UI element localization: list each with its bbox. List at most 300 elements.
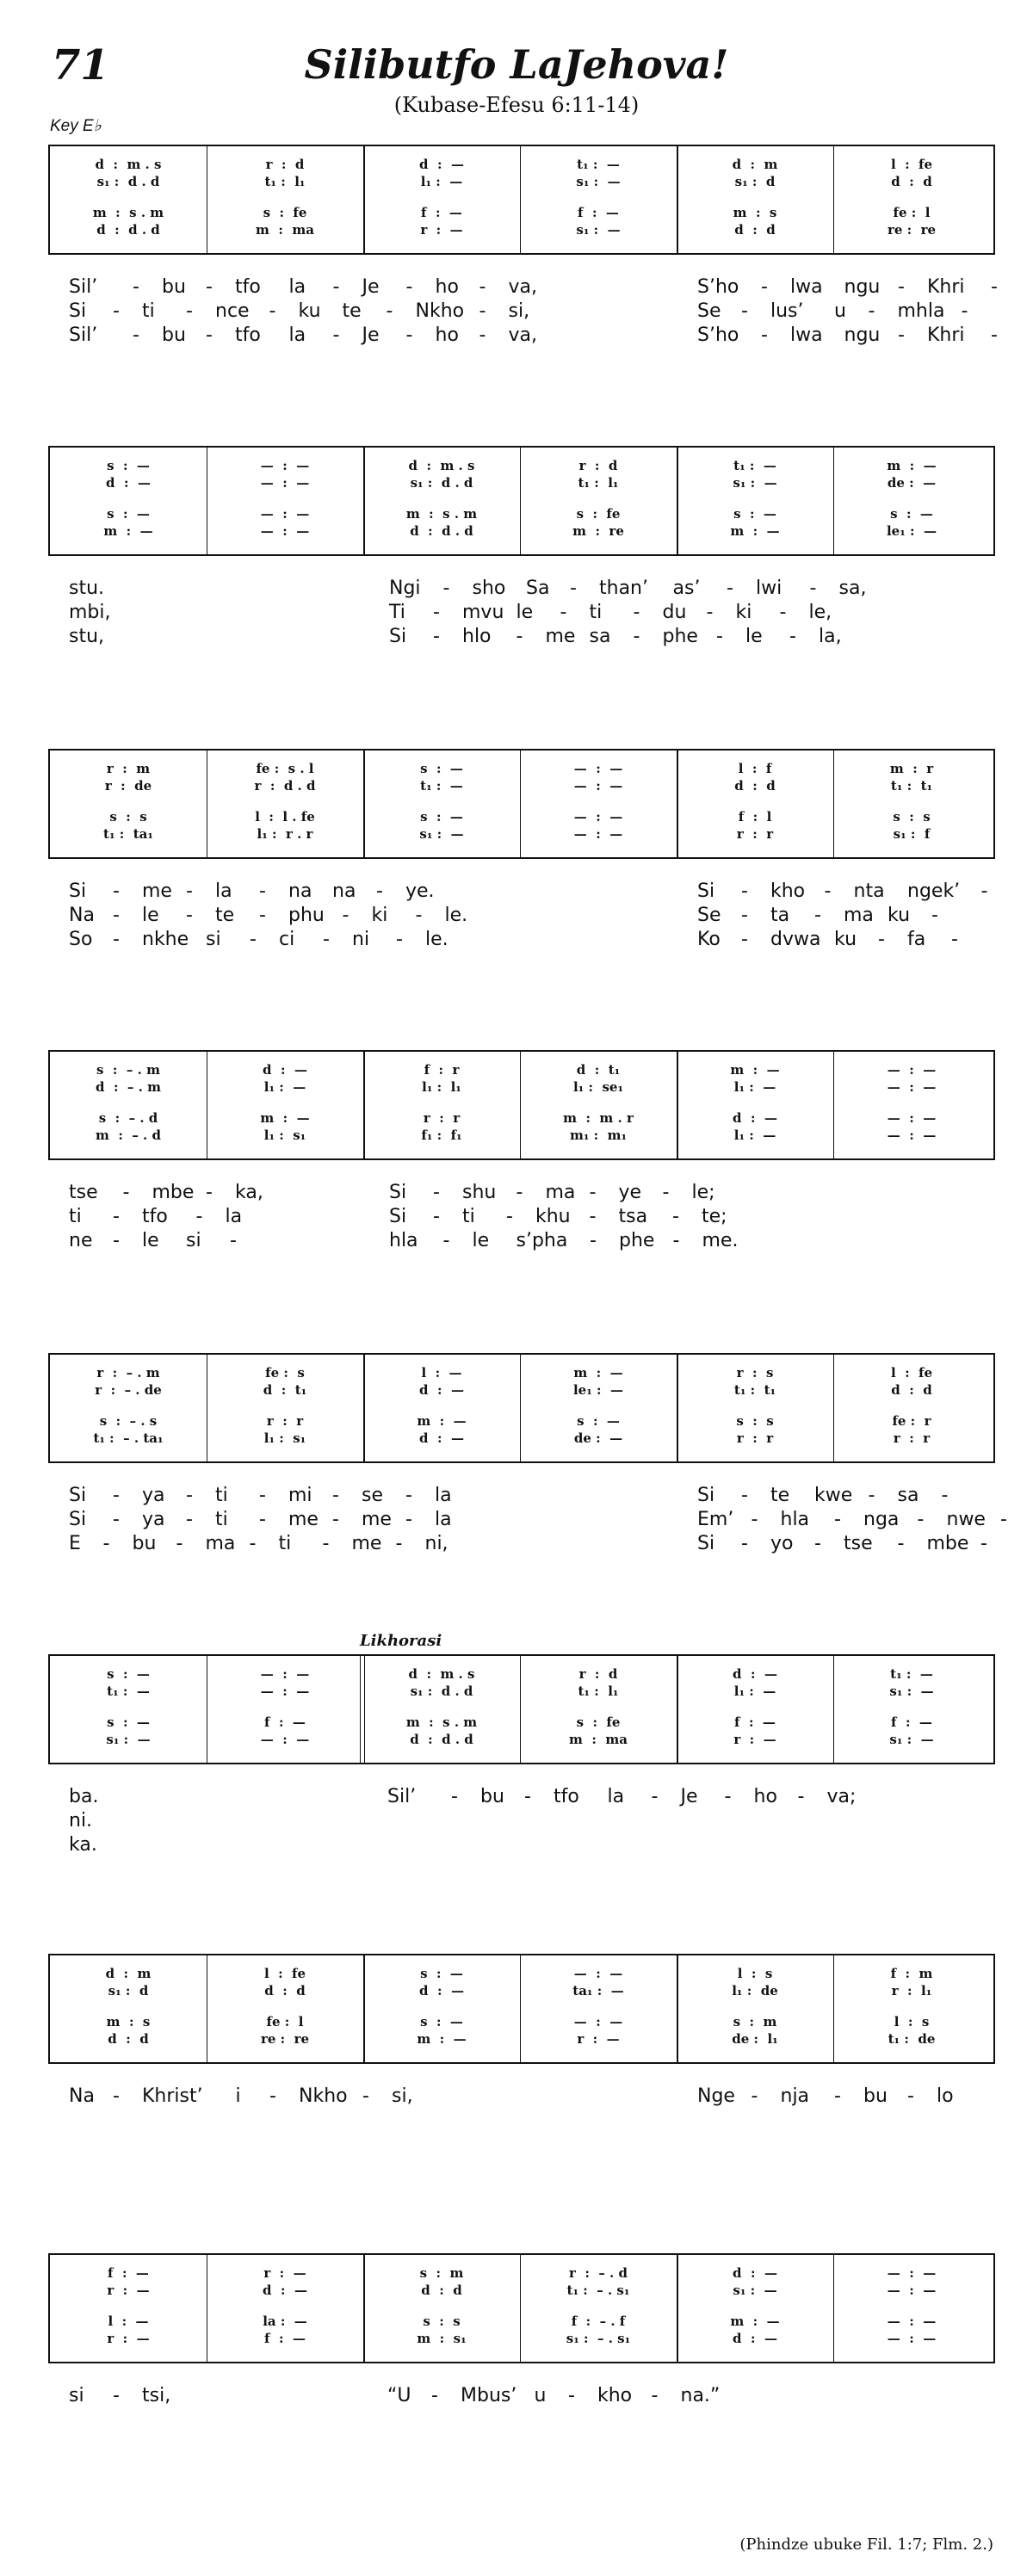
solfa-cell: f : m [890, 1966, 933, 1981]
lyric-syllable: - [961, 300, 968, 322]
lyric-syllable: mi [288, 1485, 312, 1506]
lyric-syllable: me [142, 880, 172, 902]
lyric-syllable: hlo [462, 626, 492, 647]
solfa-cell: r : — [107, 2331, 150, 2346]
solfa-cell: s : – . s [99, 1413, 158, 1429]
lyric-syllable: ti [215, 1485, 228, 1506]
lyric-syllable: - [113, 880, 120, 902]
solfa-cell: d : d [734, 778, 776, 794]
solfa-cell: d : m . s [408, 458, 475, 473]
solfa-cell: m : — [730, 2313, 780, 2329]
solfa-cell: r : de [104, 778, 152, 794]
lyric-syllable: - [113, 2085, 120, 2107]
lyric-syllable: ye [618, 1182, 642, 1203]
lyric-syllable: Si [697, 1485, 715, 1506]
lyric-syllable: - [672, 1206, 679, 1227]
lyric-syllable: nkhe [142, 929, 189, 950]
lyric-syllable: s’pha [516, 1230, 568, 1251]
solfa-cell: d : d [264, 1983, 306, 1998]
solfa-cell: s₁ : – . s₁ [566, 2331, 631, 2346]
lyric-syllable: ku [834, 929, 857, 950]
solfa-cell: d : — [419, 1983, 464, 1998]
lyric-syllable: Sil’ [387, 1786, 417, 1807]
solfa-cell: s : — [420, 761, 463, 776]
lyric-syllable: Sa [526, 578, 550, 599]
solfa-cell: s : — [420, 809, 463, 825]
lyric-syllable: - [405, 324, 413, 346]
lyric-syllable: - [396, 929, 403, 950]
lyric-syllable: Si [389, 1206, 407, 1227]
solfa-cell: t₁ : l₁ [578, 475, 619, 491]
lyric-syllable: le [142, 905, 159, 926]
solfa-cell: m : re [572, 523, 624, 539]
lyric-syllable: mbi, [69, 602, 111, 623]
lyric-syllable: - [980, 880, 988, 902]
lyrics-block [69, 2384, 999, 2408]
solfa-cell: f₁ : f₁ [421, 1127, 462, 1143]
lyric-syllable: Sil’ [69, 324, 98, 346]
lyric-syllable: u [834, 300, 846, 322]
solfa-cell: r : d [578, 1666, 618, 1682]
lyric-syllable: ne [69, 1230, 93, 1251]
lyric-syllable: ki [371, 905, 388, 926]
lyric-syllable: me [545, 626, 576, 647]
lyric-syllable: - [442, 578, 450, 599]
solfa-cell: fe : r [892, 1413, 931, 1429]
lyric-syllable: mhla [897, 300, 945, 322]
lyric-syllable: - [868, 300, 875, 322]
solfa-cell: r : — [420, 222, 463, 238]
lyric-syllable: tfo [142, 1206, 168, 1227]
solfa-cell: t₁ : t₁ [733, 1382, 776, 1398]
lyric-syllable: ti [142, 300, 155, 322]
lyric-syllable: So [69, 929, 93, 950]
lyric-syllable: ku [298, 300, 321, 322]
lyric-syllable: phu [288, 905, 325, 926]
lyric-syllable: - [814, 905, 821, 926]
solfa-cell: d : d [891, 1382, 932, 1398]
solfa-cell: de : l₁ [732, 2031, 778, 2047]
lyric-syllable: - [259, 905, 266, 926]
lyric-syllable: - [405, 1509, 412, 1530]
lyric-syllable: - [834, 1509, 841, 1530]
lyric-syllable: - [342, 905, 349, 926]
footnote: (Phindze ubuke Fil. 1:7; Flm. 2.) [739, 2536, 993, 2554]
lyric-syllable: khu [535, 1206, 571, 1227]
lyric-syllable: - [651, 1786, 659, 1807]
solfa-cell: — : — [887, 1110, 937, 1126]
lyric-syllable: - [433, 1182, 440, 1203]
lyric-syllable: va, [508, 324, 537, 346]
lyric-syllable: va; [826, 1786, 857, 1807]
lyric-syllable: fa [907, 929, 926, 950]
lyric-syllable: Na [69, 2085, 95, 2107]
lyric-syllable: - [479, 276, 486, 298]
solfa-cell: l : — [421, 1365, 462, 1381]
lyric-syllable: va, [508, 276, 537, 298]
lyric-syllable: hla [780, 1509, 810, 1530]
lyric-syllable: Si [69, 300, 87, 322]
lyric-syllable: - [706, 602, 714, 623]
lyric-syllable: ngek’ [907, 880, 961, 902]
solfa-cell: r : r [736, 1430, 774, 1446]
lyric-syllable: - [230, 1230, 237, 1251]
lyric-syllable: Nkho [299, 2085, 348, 2107]
lyric-syllable: - [516, 626, 523, 647]
lyric-syllable: - [991, 276, 998, 298]
lyric-syllable: - [113, 905, 120, 926]
solfa-cell: s : – . d [98, 1110, 158, 1126]
solfa-cell: d : — [263, 1062, 307, 1078]
lyric-syllable: nja [780, 2085, 810, 2107]
solfa-cell: m : — [260, 1110, 310, 1126]
lyric-syllable: la [288, 276, 306, 298]
lyric-syllable: si, [508, 300, 530, 322]
system-2 [48, 446, 995, 556]
lyric-syllable: u [534, 2385, 547, 2406]
solfa-cell: m : r [889, 761, 934, 776]
lyric-syllable: Ko [697, 929, 721, 950]
lyric-syllable: - [907, 2085, 914, 2107]
lyric-syllable: ka, [235, 1182, 263, 1203]
lyric-syllable: - [186, 905, 193, 926]
solfa-cell: — : — [887, 2331, 937, 2346]
solfa-cell: — : — [573, 1966, 623, 1981]
lyric-syllable: lus’ [770, 300, 804, 322]
solfa-cell: — : — [573, 761, 623, 776]
solfa-cell: t₁ : — [577, 157, 620, 172]
solfa-cell: m₁ : m₁ [569, 1127, 628, 1143]
lyrics-block [69, 1484, 1007, 1556]
lyric-syllable: - [433, 602, 440, 623]
solfa-cell: m : s . m [405, 506, 478, 522]
solfa-cell: d : — [733, 2331, 777, 2346]
lyric-syllable: sho [472, 578, 506, 599]
lyric-syllable: le. [425, 929, 448, 950]
lyric-syllable: - [727, 578, 733, 599]
lyric-syllable: le, [808, 602, 832, 623]
solfa-cell: — : — [260, 475, 310, 491]
solfa-cell: m : — [730, 523, 780, 539]
lyric-syllable: nce [215, 300, 250, 322]
lyric-syllable: - [113, 1206, 120, 1227]
solfa-cell: m : — [573, 1365, 623, 1381]
solfa-cell: d : — [733, 2265, 777, 2281]
lyric-syllable: - [206, 276, 213, 298]
lyric-syllable: ma [205, 1533, 236, 1554]
solfa-cell: d : — [106, 475, 151, 491]
solfa-cell: f : — [264, 1714, 306, 1730]
lyric-syllable: ngu [844, 276, 881, 298]
lyric-syllable: du [662, 602, 687, 623]
solfa-cell: fe : s [265, 1365, 305, 1381]
solfa-cell: f : — [108, 2265, 149, 2281]
lyric-syllable: ma [545, 1182, 576, 1203]
solfa-cell: s : m [419, 2265, 464, 2281]
lyric-syllable: te [770, 1485, 790, 1506]
lyric-syllable: ya [142, 1485, 165, 1506]
lyric-syllable: Je [362, 276, 380, 298]
lyric-syllable: - [672, 1230, 680, 1251]
solfa-cell: — : — [887, 1062, 937, 1078]
solfa-cell: s₁ : — [733, 2283, 777, 2298]
solfa-cell: l : s [737, 1966, 773, 1981]
solfa-cell: r : — [577, 2031, 620, 2047]
lyric-syllable: tse [844, 1533, 873, 1554]
lyric-syllable: - [878, 929, 885, 950]
lyric-syllable: - [516, 1182, 523, 1203]
lyric-syllable: - [186, 880, 193, 902]
lyrics-block [69, 2085, 999, 2109]
lyric-syllable: Khrist’ [142, 2085, 203, 2107]
system-6 [48, 1654, 995, 1764]
solfa-cell: de : — [573, 1430, 623, 1446]
lyric-syllable: Sil’ [69, 276, 98, 298]
solfa-cell: d : d [108, 2031, 149, 2047]
lyric-syllable: la [288, 324, 306, 346]
solfa-cell: r : — [107, 2283, 150, 2298]
lyric-syllable: ni [352, 929, 370, 950]
solfa-cell: s : — [890, 506, 933, 522]
solfa-cell: s : fe [576, 506, 621, 522]
solfa-cell: m : — [103, 523, 153, 539]
solfa-cell: — : — [260, 1732, 310, 1747]
lyric-syllable: - [376, 880, 383, 902]
solfa-cell: s₁ : — [576, 174, 621, 189]
lyric-syllable: me [351, 1533, 382, 1554]
solfa-cell: f : — [734, 1714, 776, 1730]
lyric-syllable: - [206, 1182, 213, 1203]
solfa-cell: s : m [733, 2014, 777, 2029]
solfa-cell: fe : l [266, 2014, 304, 2029]
lyric-syllable: - [898, 276, 905, 298]
lyric-syllable: si [186, 1230, 201, 1251]
lyric-syllable: - [186, 1509, 193, 1530]
lyric-syllable: - [761, 276, 768, 298]
solfa-cell: s : — [107, 1714, 150, 1730]
solfa-cell: t₁ : — [890, 1666, 933, 1682]
lyric-syllable: - [741, 1485, 748, 1506]
solfa-cell: r : m [106, 761, 151, 776]
lyric-syllable: ni. [69, 1810, 93, 1832]
lyric-syllable: - [479, 324, 486, 346]
lyric-syllable: i [235, 2085, 241, 2107]
system-3 [48, 749, 995, 859]
system-7 [48, 1954, 995, 2064]
lyric-syllable: - [433, 1206, 440, 1227]
lyric-syllable: - [176, 1533, 183, 1554]
solfa-cell: t₁ : — [733, 458, 776, 473]
lyric-syllable: le [516, 602, 534, 623]
solfa-cell: m : — [730, 1062, 780, 1078]
lyric-syllable: Je [362, 324, 380, 346]
solfa-cell: r : – . m [96, 1365, 160, 1381]
solfa-cell: f : r [424, 1062, 460, 1078]
lyric-syllable: ti [69, 1206, 82, 1227]
lyric-syllable: yo [770, 1533, 794, 1554]
lyric-syllable: - [113, 1230, 120, 1251]
lyric-syllable: le [745, 626, 763, 647]
lyric-syllable: - [332, 276, 340, 298]
solfa-cell: r : d [265, 157, 305, 172]
solfa-cell: s₁ : — [419, 826, 464, 842]
lyric-syllable: - [834, 2085, 841, 2107]
solfa-cell: — : — [573, 826, 623, 842]
solfa-cell: s₁ : f [893, 826, 931, 842]
section-label: Likhorasi [360, 1632, 442, 1650]
solfa-cell: — : — [887, 1079, 937, 1095]
lyric-syllable: Se [697, 905, 721, 926]
lyric-syllable: ba. [69, 1786, 99, 1807]
solfa-cell: ta₁ : — [572, 1983, 624, 1998]
solfa-cell: m : — [417, 2031, 467, 2047]
lyric-syllable: dvwa [770, 929, 821, 950]
lyric-syllable: - [113, 1485, 120, 1506]
lyric-syllable: Si [389, 626, 407, 647]
solfa-cell: s₁ : d . d [96, 174, 160, 189]
solfa-cell: m : — [417, 1413, 467, 1429]
solfa-cell: re : re [887, 222, 937, 238]
solfa-cell: m : s . m [405, 1714, 478, 1730]
lyric-syllable: - [479, 300, 486, 322]
lyric-syllable: - [589, 1206, 597, 1227]
solfa-cell: s : — [733, 506, 776, 522]
lyric-syllable: te; [702, 1206, 727, 1227]
lyric-syllable: le [142, 1230, 159, 1251]
system-4 [48, 1050, 995, 1160]
lyric-syllable: - [524, 1786, 531, 1807]
lyric-syllable: na.” [680, 2385, 721, 2406]
solfa-cell: l₁ : se₁ [572, 1079, 624, 1095]
lyric-syllable: - [941, 1485, 949, 1506]
solfa-cell: d : — [419, 1430, 464, 1446]
solfa-cell: r : – . d [569, 2265, 628, 2281]
solfa-cell: s : s [736, 1413, 774, 1429]
lyric-syllable: - [980, 1533, 987, 1554]
lyric-syllable: ya [142, 1509, 165, 1530]
lyric-syllable: - [868, 1485, 875, 1506]
lyric-syllable: phe [619, 1230, 655, 1251]
lyric-syllable: - [405, 276, 413, 298]
solfa-cell: l₁ : r . r [257, 826, 313, 842]
solfa-cell: l₁ : — [420, 174, 463, 189]
lyric-syllable: phe [662, 626, 698, 647]
system-1 [48, 145, 995, 255]
solfa-cell: r : r [893, 1430, 931, 1446]
lyric-syllable: - [761, 324, 768, 346]
lyric-syllable: - [186, 300, 193, 322]
lyric-syllable: ci [279, 929, 295, 950]
lyric-syllable: te [342, 300, 362, 322]
lyric-syllable: ho [435, 276, 459, 298]
lyric-syllable: - [133, 276, 139, 298]
lyric-syllable: sa, [838, 578, 867, 599]
lyric-syllable: la [607, 1786, 625, 1807]
solfa-cell: s₁ : — [106, 1732, 151, 1747]
solfa-cell: d : d . d [96, 222, 160, 238]
lyric-syllable: - [113, 1509, 120, 1530]
lyric-syllable: - [433, 626, 440, 647]
lyric-syllable: ye. [405, 880, 435, 902]
lyric-syllable: - [195, 1206, 203, 1227]
lyric-syllable: bu [132, 1533, 157, 1554]
solfa-cell: l₁ : l₁ [422, 1079, 461, 1095]
solfa-cell: l₁ : — [733, 1683, 776, 1699]
solfa-cell: m : m . r [563, 1110, 634, 1126]
lyric-syllable: - [259, 1509, 266, 1530]
solfa-cell: d : m . s [408, 1666, 475, 1682]
lyric-syllable: si [206, 929, 221, 950]
lyric-syllable: mvu [462, 602, 504, 623]
solfa-cell: d : — [419, 1382, 464, 1398]
solfa-cell: t₁ : de [888, 2031, 936, 2047]
lyric-syllable: ti [215, 1509, 228, 1530]
lyric-syllable: bu [162, 324, 186, 346]
lyric-syllable: ki [735, 602, 752, 623]
system-5 [48, 1353, 995, 1463]
solfa-cell: d : m [105, 1966, 152, 1981]
lyric-syllable: - [322, 1533, 330, 1554]
lyric-syllable: - [249, 1533, 257, 1554]
lyric-syllable: - [431, 2385, 438, 2406]
lyric-syllable: tfo [235, 324, 261, 346]
lyric-syllable: na [288, 880, 312, 902]
lyric-syllable: ho [435, 324, 459, 346]
solfa-cell: fe : l [893, 205, 931, 220]
lyric-syllable: - [751, 1509, 758, 1530]
lyric-syllable: - [133, 324, 139, 346]
solfa-cell: s : — [420, 2014, 463, 2029]
lyric-syllable: - [898, 324, 905, 346]
lyric-syllable: - [751, 2085, 758, 2107]
solfa-cell: s : s [109, 809, 147, 825]
lyric-syllable: tse [69, 1182, 98, 1203]
solfa-cell: d : t₁ [263, 1382, 307, 1398]
solfa-cell: s : s [423, 2313, 461, 2329]
solfa-cell: t₁ : l₁ [264, 174, 306, 189]
solfa-cell: la : — [263, 2313, 307, 2329]
solfa-cell: m : s [106, 2014, 151, 2029]
lyric-syllable: nta [853, 880, 885, 902]
lyric-syllable: “U [387, 2385, 411, 2406]
solfa-cell: f : — [891, 1714, 932, 1730]
lyric-syllable: ho [753, 1786, 777, 1807]
solfa-cell: s₁ : — [889, 1683, 934, 1699]
solfa-cell: r : d [578, 458, 618, 473]
solfa-cell: l : fe [263, 1966, 306, 1981]
lyric-syllable: ka. [69, 1834, 97, 1856]
solfa-cell: l₁ : s₁ [263, 1127, 306, 1143]
lyric-syllable: si [69, 2385, 84, 2406]
lyric-syllable: - [741, 880, 748, 902]
lyric-syllable: - [741, 1533, 748, 1554]
solfa-cell: d : d [891, 174, 932, 189]
solfa-cell: s : s [893, 809, 931, 825]
solfa-cell: r : s [736, 1365, 774, 1381]
lyric-syllable: le [472, 1230, 490, 1251]
solfa-cell: — : — [260, 1666, 310, 1682]
lyrics-block [69, 880, 999, 952]
lyric-syllable: - [897, 1533, 905, 1554]
lyric-syllable: Ngi [389, 578, 421, 599]
lyric-syllable: Si [697, 1533, 715, 1554]
lyric-syllable: ma [844, 905, 874, 926]
lyric-syllable: se [362, 1485, 383, 1506]
lyric-syllable: than’ [599, 578, 648, 599]
solfa-cell: l : fe [890, 1365, 933, 1381]
lyric-syllable: Mbus’ [461, 2385, 517, 2406]
lyric-syllable: - [590, 1230, 597, 1251]
